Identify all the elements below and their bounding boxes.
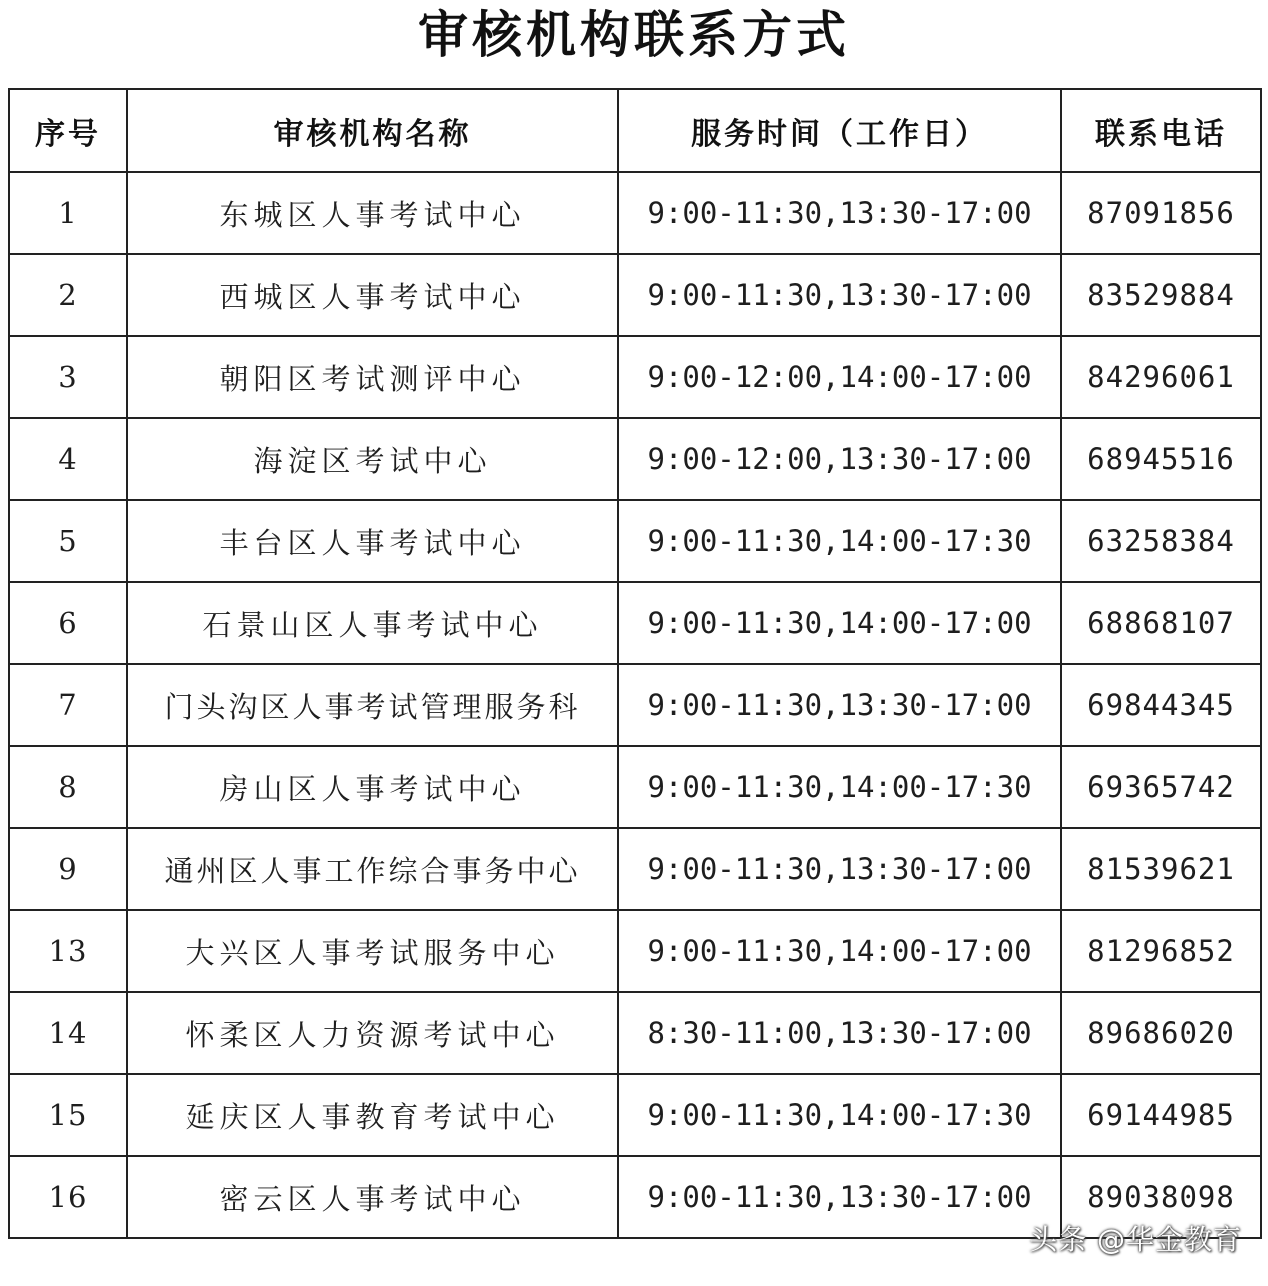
row-name: 朝阳区考试测评中心 [127, 336, 618, 418]
row-phone: 69844345 [1061, 664, 1261, 746]
table-header-row [9, 89, 1261, 172]
header-no: 序号 [9, 89, 127, 172]
row-phone: 68868107 [1061, 582, 1261, 664]
row-phone: 69144985 [1061, 1074, 1261, 1156]
row-hours: 9:00-11:30,13:30-17:00 [618, 1156, 1061, 1238]
row-name: 大兴区人事考试服务中心 [127, 910, 618, 992]
row-phone: 81296852 [1061, 910, 1261, 992]
row-no: 15 [9, 1074, 127, 1156]
header-hours: 服务时间（工作日） [618, 89, 1061, 172]
row-hours: 9:00-11:30,14:00-17:30 [618, 1074, 1061, 1156]
row-hours: 9:00-11:30,14:00-17:00 [618, 582, 1061, 664]
row-no: 3 [9, 336, 127, 418]
row-no: 16 [9, 1156, 127, 1238]
row-name: 延庆区人事教育考试中心 [127, 1074, 618, 1156]
row-hours: 9:00-12:00,13:30-17:00 [618, 418, 1061, 500]
row-phone: 87091856 [1061, 172, 1261, 254]
table-row [9, 336, 1261, 418]
row-hours: 9:00-11:30,13:30-17:00 [618, 172, 1061, 254]
row-name: 怀柔区人力资源考试中心 [127, 992, 618, 1074]
row-hours: 9:00-11:30,13:30-17:00 [618, 254, 1061, 336]
table-row [9, 172, 1261, 254]
row-hours: 9:00-11:30,14:00-17:30 [618, 500, 1061, 582]
row-name: 东城区人事考试中心 [127, 172, 618, 254]
contacts-table [8, 88, 1262, 1239]
row-no: 1 [9, 172, 127, 254]
row-no: 8 [9, 746, 127, 828]
header-name: 审核机构名称 [127, 89, 618, 172]
table-row [9, 418, 1261, 500]
row-no: 6 [9, 582, 127, 664]
row-phone: 89038098 [1061, 1156, 1261, 1238]
row-hours: 9:00-11:30,13:30-17:00 [618, 664, 1061, 746]
row-no: 2 [9, 254, 127, 336]
row-name: 丰台区人事考试中心 [127, 500, 618, 582]
row-hours: 9:00-11:30,13:30-17:00 [618, 828, 1061, 910]
table-row [9, 910, 1261, 992]
row-no: 4 [9, 418, 127, 500]
row-no: 9 [9, 828, 127, 910]
row-name: 门头沟区人事考试管理服务科 [127, 664, 618, 746]
row-name: 海淀区考试中心 [127, 418, 618, 500]
row-phone: 81539621 [1061, 828, 1261, 910]
table-row [9, 746, 1261, 828]
row-name: 密云区人事考试中心 [127, 1156, 618, 1238]
row-name: 石景山区人事考试中心 [127, 582, 618, 664]
row-phone: 68945516 [1061, 418, 1261, 500]
row-no: 13 [9, 910, 127, 992]
table-row [9, 254, 1261, 336]
row-hours: 9:00-11:30,14:00-17:30 [618, 746, 1061, 828]
row-hours: 9:00-11:30,14:00-17:00 [618, 910, 1061, 992]
header-phone: 联系电话 [1061, 89, 1261, 172]
row-no: 7 [9, 664, 127, 746]
document-title: 审核机构联系方式 [418, 5, 850, 64]
row-hours: 8:30-11:00,13:30-17:00 [618, 992, 1061, 1074]
row-no: 14 [9, 992, 127, 1074]
row-phone: 84296061 [1061, 336, 1261, 418]
row-name: 西城区人事考试中心 [127, 254, 618, 336]
table-row [9, 1074, 1261, 1156]
row-phone: 63258384 [1061, 500, 1261, 582]
row-hours: 9:00-12:00,14:00-17:00 [618, 336, 1061, 418]
table-row [9, 664, 1261, 746]
table-row [9, 828, 1261, 910]
row-no: 5 [9, 500, 127, 582]
row-phone: 69365742 [1061, 746, 1261, 828]
source-watermark: 头条 @华金教育 [1029, 1223, 1242, 1256]
table-row [9, 500, 1261, 582]
row-name: 房山区人事考试中心 [127, 746, 618, 828]
row-name: 通州区人事工作综合事务中心 [127, 828, 618, 910]
row-phone: 89686020 [1061, 992, 1261, 1074]
table-row [9, 582, 1261, 664]
table-row [9, 992, 1261, 1074]
row-phone: 83529884 [1061, 254, 1261, 336]
